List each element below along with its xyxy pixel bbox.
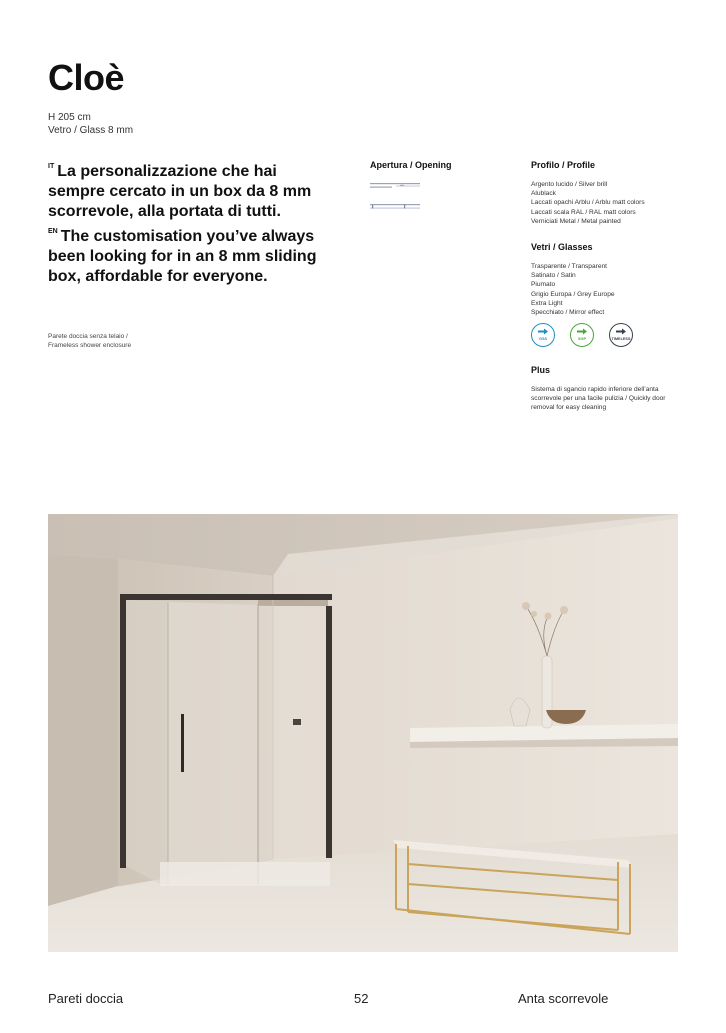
description-italian	[48, 157, 318, 222]
caption-line-1: Parete doccia senza telaio /	[48, 333, 128, 340]
list-item: Verniciati Metal / Metal painted	[531, 217, 621, 225]
list-item: Piumato	[531, 281, 556, 289]
arrow-right-icon	[577, 328, 587, 335]
plus-description: Sistema di sgancio rapido inferiore dell’anta scorrevole per una facile pulizia / Quickly door removal for easy cleaning	[531, 386, 666, 412]
profile-heading: Profilo / Profile	[531, 160, 596, 170]
list-item: Alublack	[531, 190, 556, 198]
sgp-badge-icon: SGP	[570, 323, 594, 347]
list-item: Laccati opachi Arblu / Arblu matt colors	[531, 199, 645, 207]
product-photo	[48, 514, 678, 952]
glasses-list	[531, 262, 681, 317]
enclosure-caption	[48, 332, 198, 350]
list-item: Laccati scala RAL / RAL matt colors	[531, 208, 636, 216]
glass-treatment-badges	[531, 323, 641, 351]
arrow-right-icon	[616, 328, 626, 335]
list-item: Specchiato / Mirror effect	[531, 309, 605, 317]
lang-tag-en: EN	[48, 228, 58, 235]
product-description	[48, 157, 318, 287]
footer-section-right: Anta scorrevole	[518, 991, 609, 1006]
plus-heading: Plus	[531, 365, 551, 375]
sliding-door-diagram-icon	[370, 182, 420, 189]
glasses-heading: Vetri / Glasses	[531, 242, 593, 252]
spec-height: H 205 cm	[48, 112, 91, 123]
footer-section-left: Pareti doccia	[48, 991, 124, 1006]
list-item: Satinato / Satin	[531, 272, 576, 280]
list-item: Grigio Europa / Grey Europe	[531, 290, 615, 298]
list-item: Trasparente / Transparent	[531, 263, 607, 270]
list-item: Argento lucido / Silver brill	[531, 181, 608, 188]
spec-glass: Vetro / Glass 8 mm	[48, 125, 134, 136]
caption-line-2: Frameless shower enclosure	[48, 342, 132, 349]
product-title: Cloè	[48, 57, 125, 98]
sliding-door-diagram-icon-2	[370, 203, 420, 210]
opening-heading: Apertura / Opening	[370, 160, 452, 170]
list-item: Extra Light	[531, 299, 563, 307]
description-en-text: The customisation you’ve always been looking for in an 8 mm sliding box, affordable for everyone.	[48, 228, 317, 285]
description-english	[48, 222, 318, 287]
timeless-badge-icon: TIMELESS	[609, 323, 633, 347]
arrow-right-icon	[538, 328, 548, 335]
lang-tag-it: IT	[48, 163, 55, 170]
profile-list	[531, 180, 681, 226]
gss-badge-icon: GSS	[531, 323, 555, 347]
description-it-text: La personalizzazione che hai sempre cercato in un box da 8 mm scorrevole, alla portata di tutti.	[48, 163, 312, 220]
page-number: 52	[354, 991, 369, 1006]
